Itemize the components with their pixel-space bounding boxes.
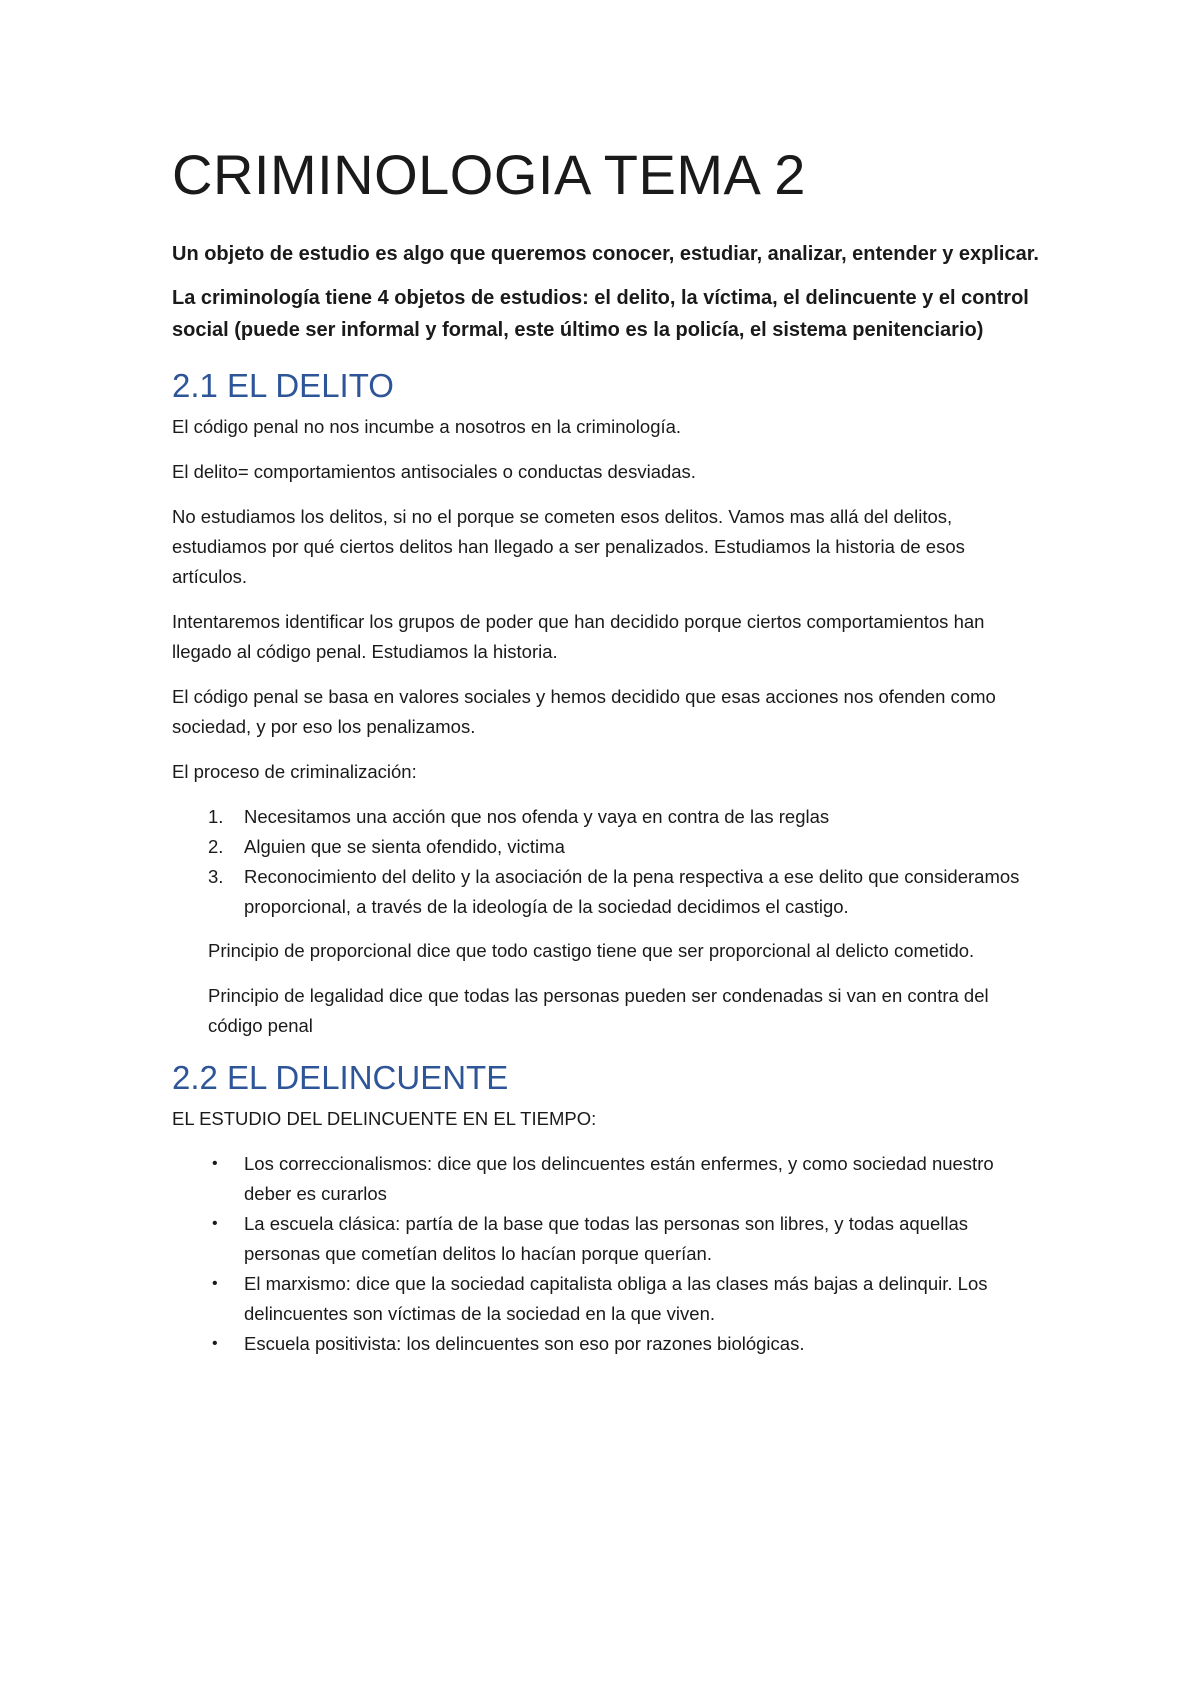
paragraph: Intentaremos identificar los grupos de poder que han decidido porque ciertos comportamientos han llegado al código penal. Estudiamos la historia.: [172, 611, 985, 662]
list-item: [172, 1149, 1042, 1209]
paragraph: El código penal no nos incumbe a nosotros en la criminología.: [172, 416, 682, 437]
section-heading-delito: 2.1 EL DELITO: [172, 367, 394, 404]
document-title: CRIMINOLOGIA TEMA 2: [172, 143, 806, 206]
bullet-icon: •: [212, 1215, 218, 1232]
intro-paragraph: Un objeto de estudio es algo que queremos conocer, estudiar, analizar, entender y explicar.: [172, 243, 1039, 265]
list-item: [172, 1269, 1042, 1329]
bullet-icon: •: [212, 1335, 218, 1352]
criminalization-steps-list: [172, 802, 1042, 922]
section-subheading: EL ESTUDIO DEL DELINCUENTE EN EL TIEMPO:: [172, 1108, 597, 1129]
list-item: [172, 1329, 1042, 1359]
list-item: [172, 862, 1042, 922]
list-item-text: Reconocimiento del delito y la asociación de la pena respectiva a ese delito que consideramos proporcional, a través de la ideología de la sociedad decidimos el castigo.: [244, 866, 1020, 917]
list-item-text: Escuela positivista: los delincuentes son eso por razones biológicas.: [244, 1333, 805, 1354]
bullet-icon: •: [212, 1275, 218, 1292]
list-number: 1.: [208, 806, 224, 827]
document-page: [172, 140, 1042, 1373]
paragraph: El delito= comportamientos antisociales o conductas desviadas.: [172, 461, 696, 482]
list-item-text: El marxismo: dice que la sociedad capitalista obliga a las clases más bajas a delinquir. Los delincuentes son víctimas de la sociedad en la que viven.: [244, 1273, 988, 1324]
principle-paragraph: Principio de legalidad dice que todas las personas pueden ser condenadas si van en contra del código penal: [208, 985, 989, 1036]
intro-paragraph: La criminología tiene 4 objetos de estudios: el delito, la víctima, el delincuente y el control social (puede ser informal y formal, este último es la policía, el sistema penitenciario): [172, 287, 1029, 341]
paragraph: No estudiamos los delitos, si no el porque se cometen esos delitos. Vamos mas allá del delitos, estudiamos por qué ciertos delitos han llegado a ser penalizados. Estudiamos la historia de esos artículos.: [172, 506, 965, 587]
theories-bullet-list: [172, 1149, 1042, 1359]
list-number: 2.: [208, 836, 224, 857]
list-item-text: Necesitamos una acción que nos ofenda y vaya en contra de las reglas: [244, 806, 830, 827]
list-item: [172, 832, 1042, 862]
list-number: 3.: [208, 866, 224, 887]
paragraph: El proceso de criminalización:: [172, 761, 417, 782]
principle-paragraph: Principio de proporcional dice que todo castigo tiene que ser proporcional al delicto cometido.: [208, 940, 975, 961]
list-item-text: La escuela clásica: partía de la base que todas las personas son libres, y todas aquellas personas que cometían delitos lo hacían porque querían.: [244, 1213, 969, 1264]
bullet-icon: •: [212, 1155, 218, 1172]
paragraph: El código penal se basa en valores sociales y hemos decidido que esas acciones nos ofenden como sociedad, y por eso los penalizamos.: [172, 686, 996, 737]
list-item: [172, 802, 1042, 832]
list-item-text: Los correccionalismos: dice que los delincuentes están enfermes, y como sociedad nuestro deber es curarlos: [244, 1153, 994, 1204]
section-heading-delincuente: 2.2 EL DELINCUENTE: [172, 1059, 509, 1096]
list-item-text: Alguien que se sienta ofendido, victima: [244, 836, 565, 857]
list-item: [172, 1209, 1042, 1269]
